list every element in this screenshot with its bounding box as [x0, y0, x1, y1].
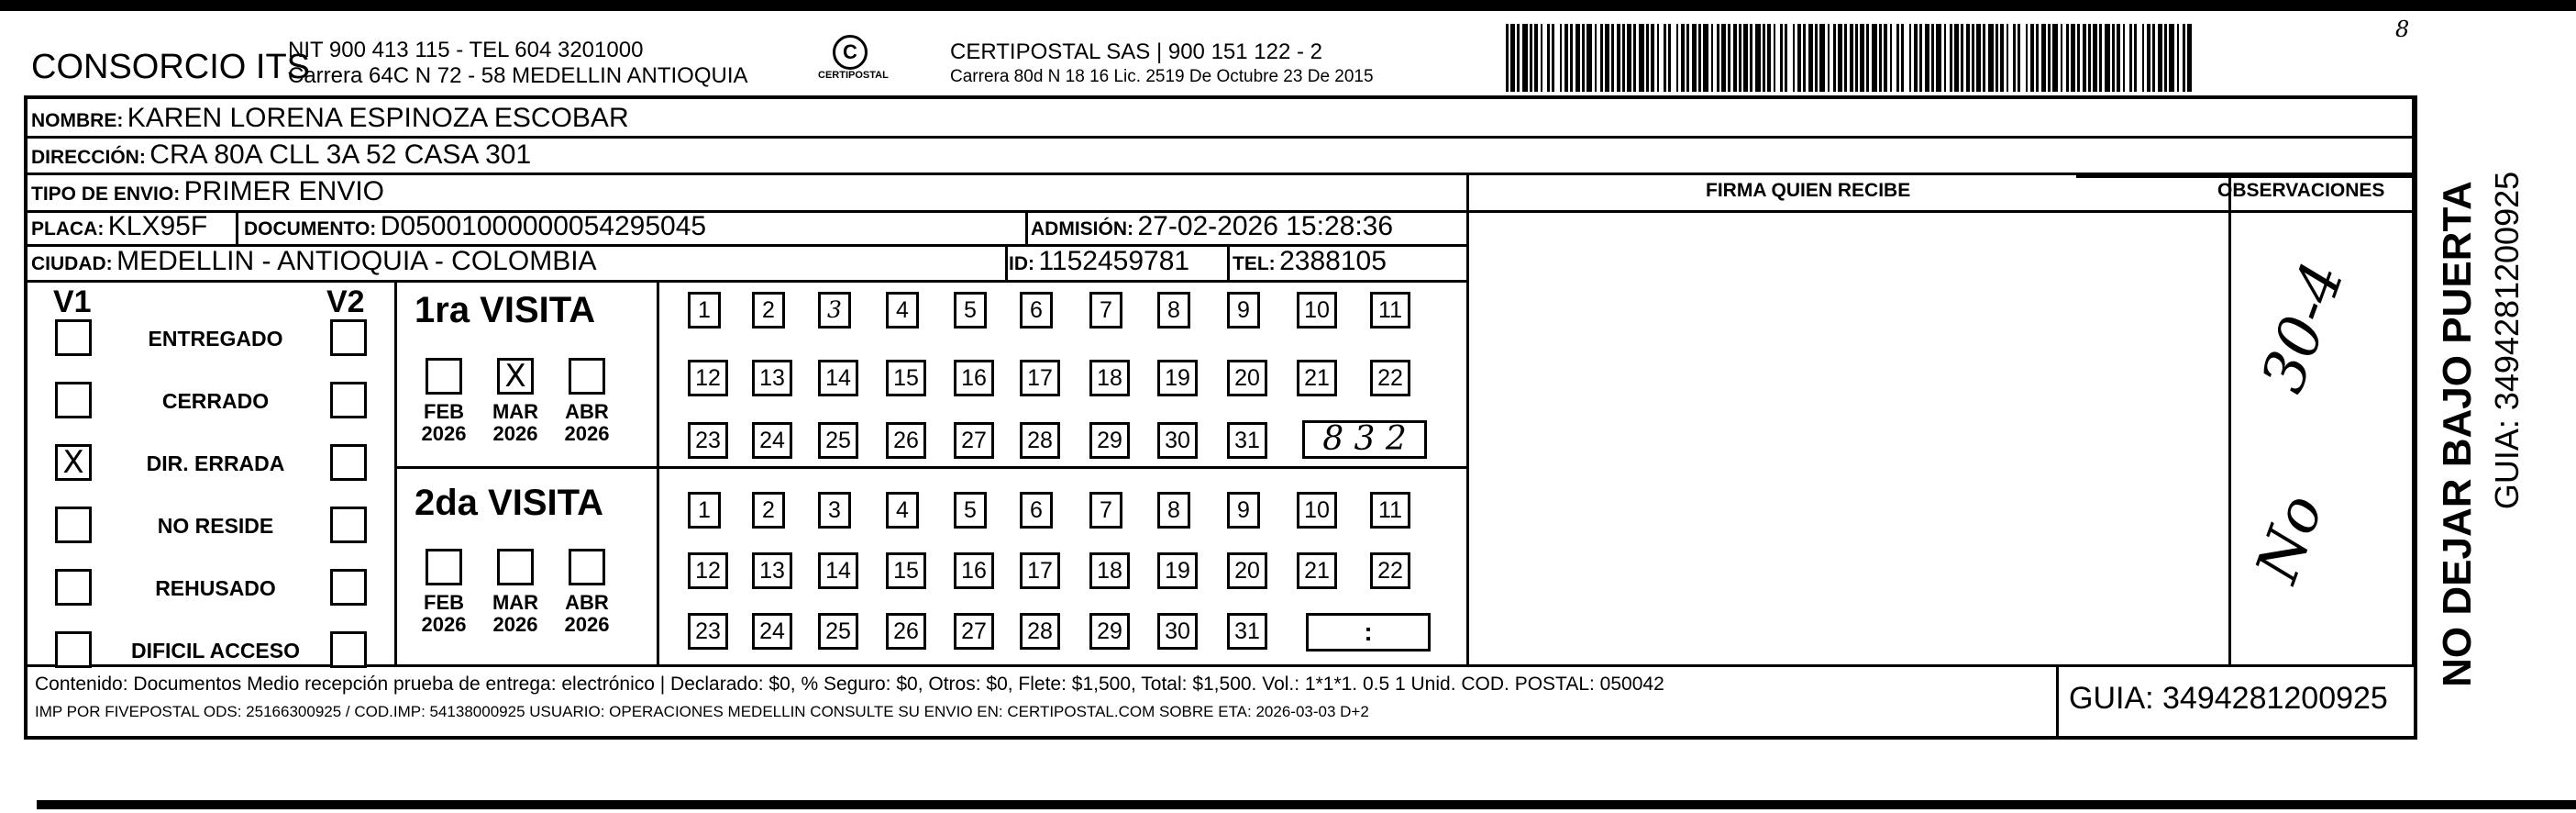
visit1-day-box[interactable]: 21 [1297, 360, 1337, 396]
visit2-day-box[interactable]: 13 [752, 552, 792, 589]
visit2-month-label: MAR [492, 591, 539, 614]
documento-cell [244, 211, 706, 242]
v1-checkbox[interactable] [55, 569, 92, 606]
visit2-day-box[interactable]: 5 [954, 492, 987, 529]
tel-cell [1233, 246, 1387, 277]
visit2-day-box[interactable]: 26 [886, 613, 926, 650]
visit2-day-box[interactable]: 15 [886, 552, 926, 589]
visit1-day-box[interactable]: 23 [688, 422, 728, 459]
v1-checkbox[interactable]: X [55, 444, 92, 481]
firma-label: FIRMA QUIEN RECIBE [1706, 180, 1911, 201]
footer-guia: GUIA: 3494281200925 [2069, 681, 2388, 716]
logo-label: CERTIPOSTAL [818, 70, 889, 81]
reason-label: REHUSADO [155, 576, 276, 600]
visit2-day-box[interactable]: 17 [1020, 552, 1060, 589]
visit2-day-box[interactable]: 12 [688, 552, 728, 589]
visit2-day-box[interactable]: 29 [1089, 613, 1130, 650]
v2-checkbox[interactable] [330, 319, 367, 356]
visit2-day-box[interactable]: 6 [1020, 492, 1053, 529]
admision-label: ADMISIÓN: [1031, 218, 1133, 239]
observaciones-label: OBSERVACIONES [2217, 180, 2385, 201]
documento-value: D05001000000054295045 [380, 211, 707, 241]
visit2-day-box[interactable]: 21 [1297, 552, 1337, 589]
visit2-day-box[interactable]: 16 [954, 552, 994, 589]
visit1-month-label: MAR [492, 400, 539, 423]
visit1-day-box[interactable]: 11 [1370, 292, 1410, 329]
visit1-month-checkbox[interactable]: X [497, 358, 534, 395]
visit1-month-checkbox[interactable] [426, 358, 462, 395]
visit1-day-box[interactable]: 19 [1157, 360, 1198, 396]
admision-value: 27-02-2026 15:28:36 [1137, 211, 1394, 241]
visit1-day-box[interactable]: 22 [1370, 360, 1410, 396]
visit2-day-box[interactable]: 10 [1297, 492, 1337, 529]
visit1-day-box[interactable]: 1 [688, 292, 721, 329]
visit1-day-box[interactable]: 6 [1020, 292, 1053, 329]
documento-label: DOCUMENTO: [244, 218, 377, 239]
top-border [0, 0, 2576, 11]
visit2-day-box[interactable]: 23 [688, 613, 728, 650]
visit1-day-box[interactable]: 16 [954, 360, 994, 396]
visit1-day-box[interactable]: 3 [818, 292, 851, 329]
visit2-month-label: ABR [565, 591, 609, 614]
v1-label: V1 [53, 284, 92, 319]
visit2-day-box[interactable]: 2 [752, 492, 785, 529]
v1-checkbox[interactable] [55, 382, 92, 418]
id-cell [1009, 246, 1189, 277]
visit2-month-checkbox[interactable] [426, 549, 462, 585]
visit2-day-box[interactable]: 3 [818, 492, 851, 529]
visit1-day-box[interactable]: 7 [1089, 292, 1122, 329]
visit1-day-box[interactable]: 2 [752, 292, 785, 329]
firma-header [1706, 180, 1910, 202]
visit1-day-box[interactable]: 30 [1157, 422, 1198, 459]
visit1-day-box[interactable]: 10 [1297, 292, 1337, 329]
visit1-day-box[interactable]: 4 [886, 292, 919, 329]
visit1-day-box[interactable]: 29 [1089, 422, 1130, 459]
visit2-day-box[interactable]: 31 [1227, 613, 1267, 650]
visit1-year-label: 2026 [564, 422, 610, 445]
reason-label: ENTREGADO [148, 327, 283, 351]
visit2-day-box[interactable]: 27 [954, 613, 994, 650]
id-label: ID: [1009, 253, 1034, 274]
visit1-day-box[interactable]: 13 [752, 360, 792, 396]
visit2-day-box[interactable]: 25 [818, 613, 858, 650]
visit2-day-box[interactable]: 20 [1227, 552, 1267, 589]
nombre-row [31, 103, 629, 134]
tipo-envio-row [31, 176, 384, 207]
no-dejar-bajo-puerta: NO DEJAR BAJO PUERTA [2435, 181, 2480, 687]
tel-label: TEL: [1233, 253, 1276, 274]
visit2-year-label: 2026 [492, 613, 538, 636]
visit1-day-box[interactable]: 24 [752, 422, 792, 459]
bottom-border [37, 800, 2576, 809]
visit2-day-box[interactable]: 1 [688, 492, 721, 529]
observaciones-header [2217, 180, 2384, 202]
visit1-day-box[interactable]: 20 [1227, 360, 1267, 396]
reason-label: CERRADO [161, 389, 270, 413]
visit2-time-value: : [1364, 618, 1373, 646]
placa-label: PLACA: [31, 218, 105, 239]
visit1-day-box[interactable]: 8 [1157, 292, 1190, 329]
v2-checkbox[interactable] [330, 569, 367, 606]
visit2-month-checkbox[interactable] [497, 549, 534, 585]
admision-cell [1031, 211, 1393, 242]
ciudad-cell [31, 246, 597, 277]
visit1-month-label: ABR [565, 400, 609, 423]
visit2-day-box[interactable]: 28 [1020, 613, 1060, 650]
v2-checkbox[interactable] [330, 444, 367, 481]
visit2-day-box[interactable]: 8 [1157, 492, 1190, 529]
tipo-envio-label: TIPO DE ENVIO: [31, 184, 181, 205]
company-nit: NIT 900 413 115 - TEL 604 3201000 [288, 38, 644, 62]
visit2-day-box[interactable]: 9 [1227, 492, 1260, 529]
visit1-day-box[interactable]: 18 [1089, 360, 1130, 396]
visit2-time-field[interactable] [1306, 613, 1431, 652]
visit2-day-box[interactable]: 19 [1157, 552, 1198, 589]
visit2-month-checkbox[interactable] [569, 549, 605, 585]
side-guia-text: GUIA: 3494281200925 [2488, 171, 2526, 510]
direccion-row [31, 139, 531, 171]
footer-imp: IMP POR FIVEPOSTAL ODS: 25166300925 / COD.IMP: 54138000925 USUARIO: OPERACIONES MEDELLIN CONSULTE SU ENVIO EN: CERTIPOSTAL.COM SOBRE ETA: 2026-03-03 D+2 [35, 703, 1369, 720]
reason-label: DIFICIL ACCESO [130, 639, 300, 663]
v2-checkbox[interactable] [330, 507, 367, 543]
visit1-month-checkbox[interactable] [569, 358, 605, 395]
v2-checkbox[interactable] [330, 631, 367, 668]
reason-label: NO RESIDE [157, 514, 274, 538]
visit2-month-label: FEB [424, 591, 464, 614]
company-address: Carrera 64C N 72 - 58 MEDELLIN ANTIOQUIA [288, 63, 748, 88]
ciudad-value: MEDELLIN - ANTIOQUIA - COLOMBIA [116, 246, 597, 276]
visit2-year-label: 2026 [421, 613, 467, 636]
visit1-day-box[interactable]: 17 [1020, 360, 1060, 396]
visit2-day-box[interactable]: 7 [1089, 492, 1122, 529]
visit2-day-box[interactable]: 24 [752, 613, 792, 650]
visit2-title: 2da VISITA [415, 483, 603, 523]
visit1-year-label: 2026 [421, 422, 467, 445]
v1-checkbox[interactable] [55, 507, 92, 543]
visit1-day-box[interactable]: 27 [954, 422, 994, 459]
direccion-label: DIRECCIÓN: [31, 147, 146, 168]
visit1-day-box[interactable]: 28 [1020, 422, 1060, 459]
visit2-day-box[interactable]: 22 [1370, 552, 1410, 589]
page-mark: 8 [2395, 17, 2410, 42]
visit1-year-label: 2026 [492, 422, 538, 445]
visit2-day-box[interactable]: 4 [886, 492, 919, 529]
visit1-title: 1ra VISITA [415, 290, 596, 330]
ciudad-label: CIUDAD: [31, 253, 113, 274]
v1-checkbox[interactable] [55, 319, 92, 356]
visit2-day-box[interactable]: 11 [1370, 492, 1410, 529]
reason-label: DIR. ERRADA [146, 451, 285, 475]
nombre-label: NOMBRE: [31, 110, 124, 131]
visit1-day-box[interactable]: 15 [886, 360, 926, 396]
visit1-month-label: FEB [424, 400, 464, 423]
observacion-note: No [2243, 485, 2338, 592]
placa-cell [31, 211, 207, 242]
id-value: 1152459781 [1038, 246, 1190, 276]
certipostal-logo [818, 35, 889, 81]
v2-checkbox[interactable] [330, 382, 367, 418]
visit1-time-value: 8 3 2 [1322, 420, 1407, 458]
tel-value: 2388105 [1279, 246, 1387, 276]
visit1-day-box[interactable]: 25 [818, 422, 858, 459]
visit1-time-field[interactable] [1302, 420, 1427, 459]
visit1-day-box[interactable]: 9 [1227, 292, 1260, 329]
carrier-name: CERTIPOSTAL SAS | 900 151 122 - 2 [950, 39, 1322, 64]
tipo-envio-value: PRIMER ENVIO [183, 176, 385, 206]
nombre-value: KAREN LORENA ESPINOZA ESCOBAR [127, 103, 629, 133]
v1-checkbox[interactable] [55, 631, 92, 668]
v2-label: V2 [326, 284, 365, 319]
visit1-day-box[interactable]: 26 [886, 422, 926, 459]
company-name: CONSORCIO ITS [31, 48, 311, 86]
visit1-day-box[interactable]: 12 [688, 360, 728, 396]
visit2-year-label: 2026 [564, 613, 610, 636]
placa-value: KLX95F [107, 211, 208, 241]
visit2-day-box[interactable]: 14 [818, 552, 858, 589]
direccion-value: CRA 80A CLL 3A 52 CASA 301 [149, 139, 532, 170]
visit1-day-box[interactable]: 14 [818, 360, 858, 396]
visit2-day-box[interactable]: 18 [1089, 552, 1130, 589]
logo-icon: C [833, 35, 868, 70]
observacion-date: 30-4 [2249, 253, 2359, 402]
footer-content: Contenido: Documentos Medio recepción prueba de entrega: electrónico | Declarado: $0, % Seguro: $0, Otros: $0, Flete: $1,500, Total: $1,500. Vol.: 1*1*1. 0.5 1 Unid. COD. POSTAL: 050042 [35, 674, 1664, 695]
visit1-day-box[interactable]: 31 [1227, 422, 1267, 459]
carrier-license: Carrera 80d N 18 16 Lic. 2519 De Octubre 23 De 2015 [950, 67, 1374, 86]
visit1-day-box[interactable]: 5 [954, 292, 987, 329]
barcode-icon [1504, 24, 2201, 92]
visit2-day-box[interactable]: 30 [1157, 613, 1198, 650]
